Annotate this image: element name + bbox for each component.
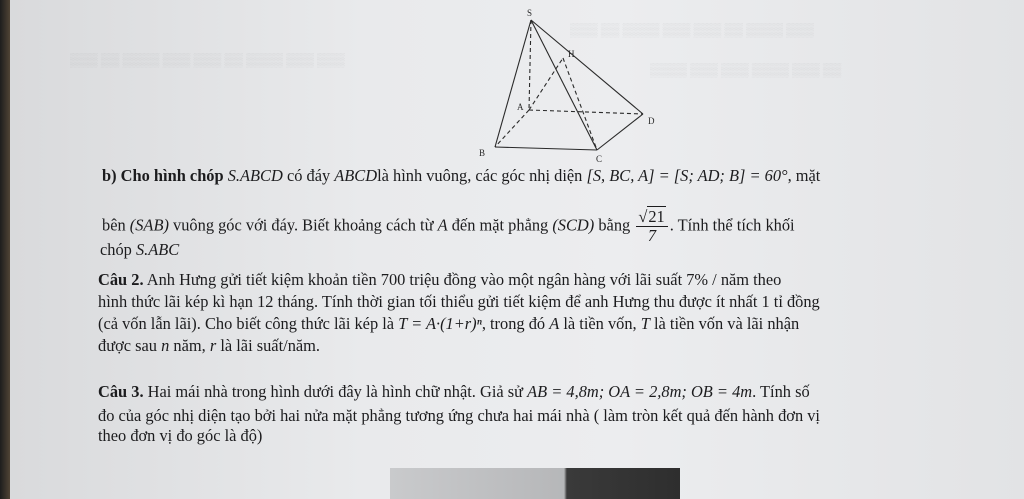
q2-line-1 <box>98 270 781 290</box>
math-point-a: A <box>437 215 448 235</box>
text: Hai mái nhà trong hình dưới đây là hình chữ nhật. Giả sử <box>147 382 524 401</box>
text: vuông góc với đáy. Biết khoảng cách từ <box>173 215 434 235</box>
text: đến mặt phẳng <box>451 215 549 235</box>
math-plane-sab: (SAB) <box>129 215 169 235</box>
q3-line-2 <box>98 406 820 426</box>
bleed-through-text: ▒▒▒ ▒▒ ▒▒▒▒ ▒▒▒ ▒▒▒ ▒▒ ▒▒▒▒ ▒▒▒ ▒▒▒ <box>70 52 345 67</box>
part-b-line-2 <box>102 208 795 245</box>
q2-line-4 <box>98 336 320 356</box>
part-b-line-3 <box>100 240 179 260</box>
text: chóp <box>100 240 132 259</box>
math-pyramid-name: S.ABCD <box>227 166 283 185</box>
text: , trong đó <box>481 314 546 333</box>
cropped-roof-image <box>390 468 680 499</box>
math-compound-interest-formula: T = A·(1+r)ⁿ <box>398 314 482 333</box>
math-plane-scd: (SCD) <box>552 215 595 235</box>
vertex-label-a: A <box>517 102 524 112</box>
q2-line-2 <box>98 292 820 312</box>
q2-line-3 <box>98 314 799 334</box>
math-dihedral-angles: [S, BC, A] = [S; AD; B] = 60° <box>586 166 788 185</box>
vertex-label-d: D <box>648 116 655 126</box>
text: là tiền vốn, <box>563 314 637 333</box>
math-var-t: T <box>640 314 650 333</box>
math-var-a: A <box>549 314 560 333</box>
vertex-label-s: S <box>527 8 533 18</box>
text: bên <box>102 215 126 235</box>
text: bằng <box>598 215 631 235</box>
bleed-through-text: ▒▒▒ ▒▒ ▒▒▒▒ ▒▒▒ ▒▒▒ ▒▒ ▒▒▒▒ ▒▒▒ <box>570 22 814 37</box>
vertex-label-c: C <box>596 154 603 162</box>
text: theo đơn vị đo góc là độ) <box>98 426 263 445</box>
math-fraction: $\frac{√21}{7}$ <box>636 208 667 245</box>
text: có đáy <box>286 166 331 185</box>
text: là tiền vốn và lãi nhận <box>653 314 800 333</box>
document-page <box>10 0 1024 499</box>
text: hình thức lãi kép kì hạn 12 tháng. Tính thời gian tối thiểu gửi tiết kiệm để anh Hưng thu được ít nhất 1 tỉ đồng <box>98 292 820 311</box>
text: đo của góc nhị diện tạo bởi hai nửa mặt phẳng tương ứng chưa hai mái nhà ( làm tròn kết quả đến hành đơn vị <box>98 406 820 425</box>
math-pyramid-sabc: S.ABC <box>135 240 180 259</box>
q3-line-3 <box>98 426 262 446</box>
vertex-label-b: B <box>479 148 486 158</box>
text: được sau <box>98 336 157 355</box>
fraction-denominator: 7 <box>647 226 657 245</box>
part-b-line-1 <box>102 166 820 186</box>
math-base-name: ABCD <box>334 166 378 185</box>
question-3-label: Câu 3. <box>98 382 144 401</box>
q3-line-1 <box>98 382 810 402</box>
text: , mặt <box>787 166 821 185</box>
part-b-label: b) Cho hình chóp <box>102 166 224 185</box>
text: là lãi suất/năm. <box>220 336 321 355</box>
text: . Tính thể tích khối <box>669 215 795 235</box>
question-2-label: Câu 2. <box>98 270 144 289</box>
text: Anh Hưng gửi tiết kiệm khoản tiền 700 triệu đồng vào một ngân hàng với lãi suất 7% / năm theo <box>146 270 782 289</box>
bleed-through-text: ▒▒▒▒ ▒▒▒ ▒▒▒ ▒▒▒▒ ▒▒▒ ▒▒ <box>650 62 842 77</box>
fraction-numerator: 21 <box>648 207 665 226</box>
text: . Tính số <box>752 382 810 401</box>
vertex-label-h: H <box>568 49 575 59</box>
math-var-r: r <box>209 336 217 355</box>
pyramid-figure <box>465 2 665 162</box>
text: (cả vốn lẫn lãi). Cho biết công thức lãi kép là <box>98 314 395 333</box>
text: năm, <box>173 336 206 355</box>
math-roof-lengths: AB = 4,8m; OA = 2,8m; OB = 4m <box>527 382 753 401</box>
text: là hình vuông, các góc nhị diện <box>377 166 583 185</box>
math-var-n: n <box>161 336 170 355</box>
